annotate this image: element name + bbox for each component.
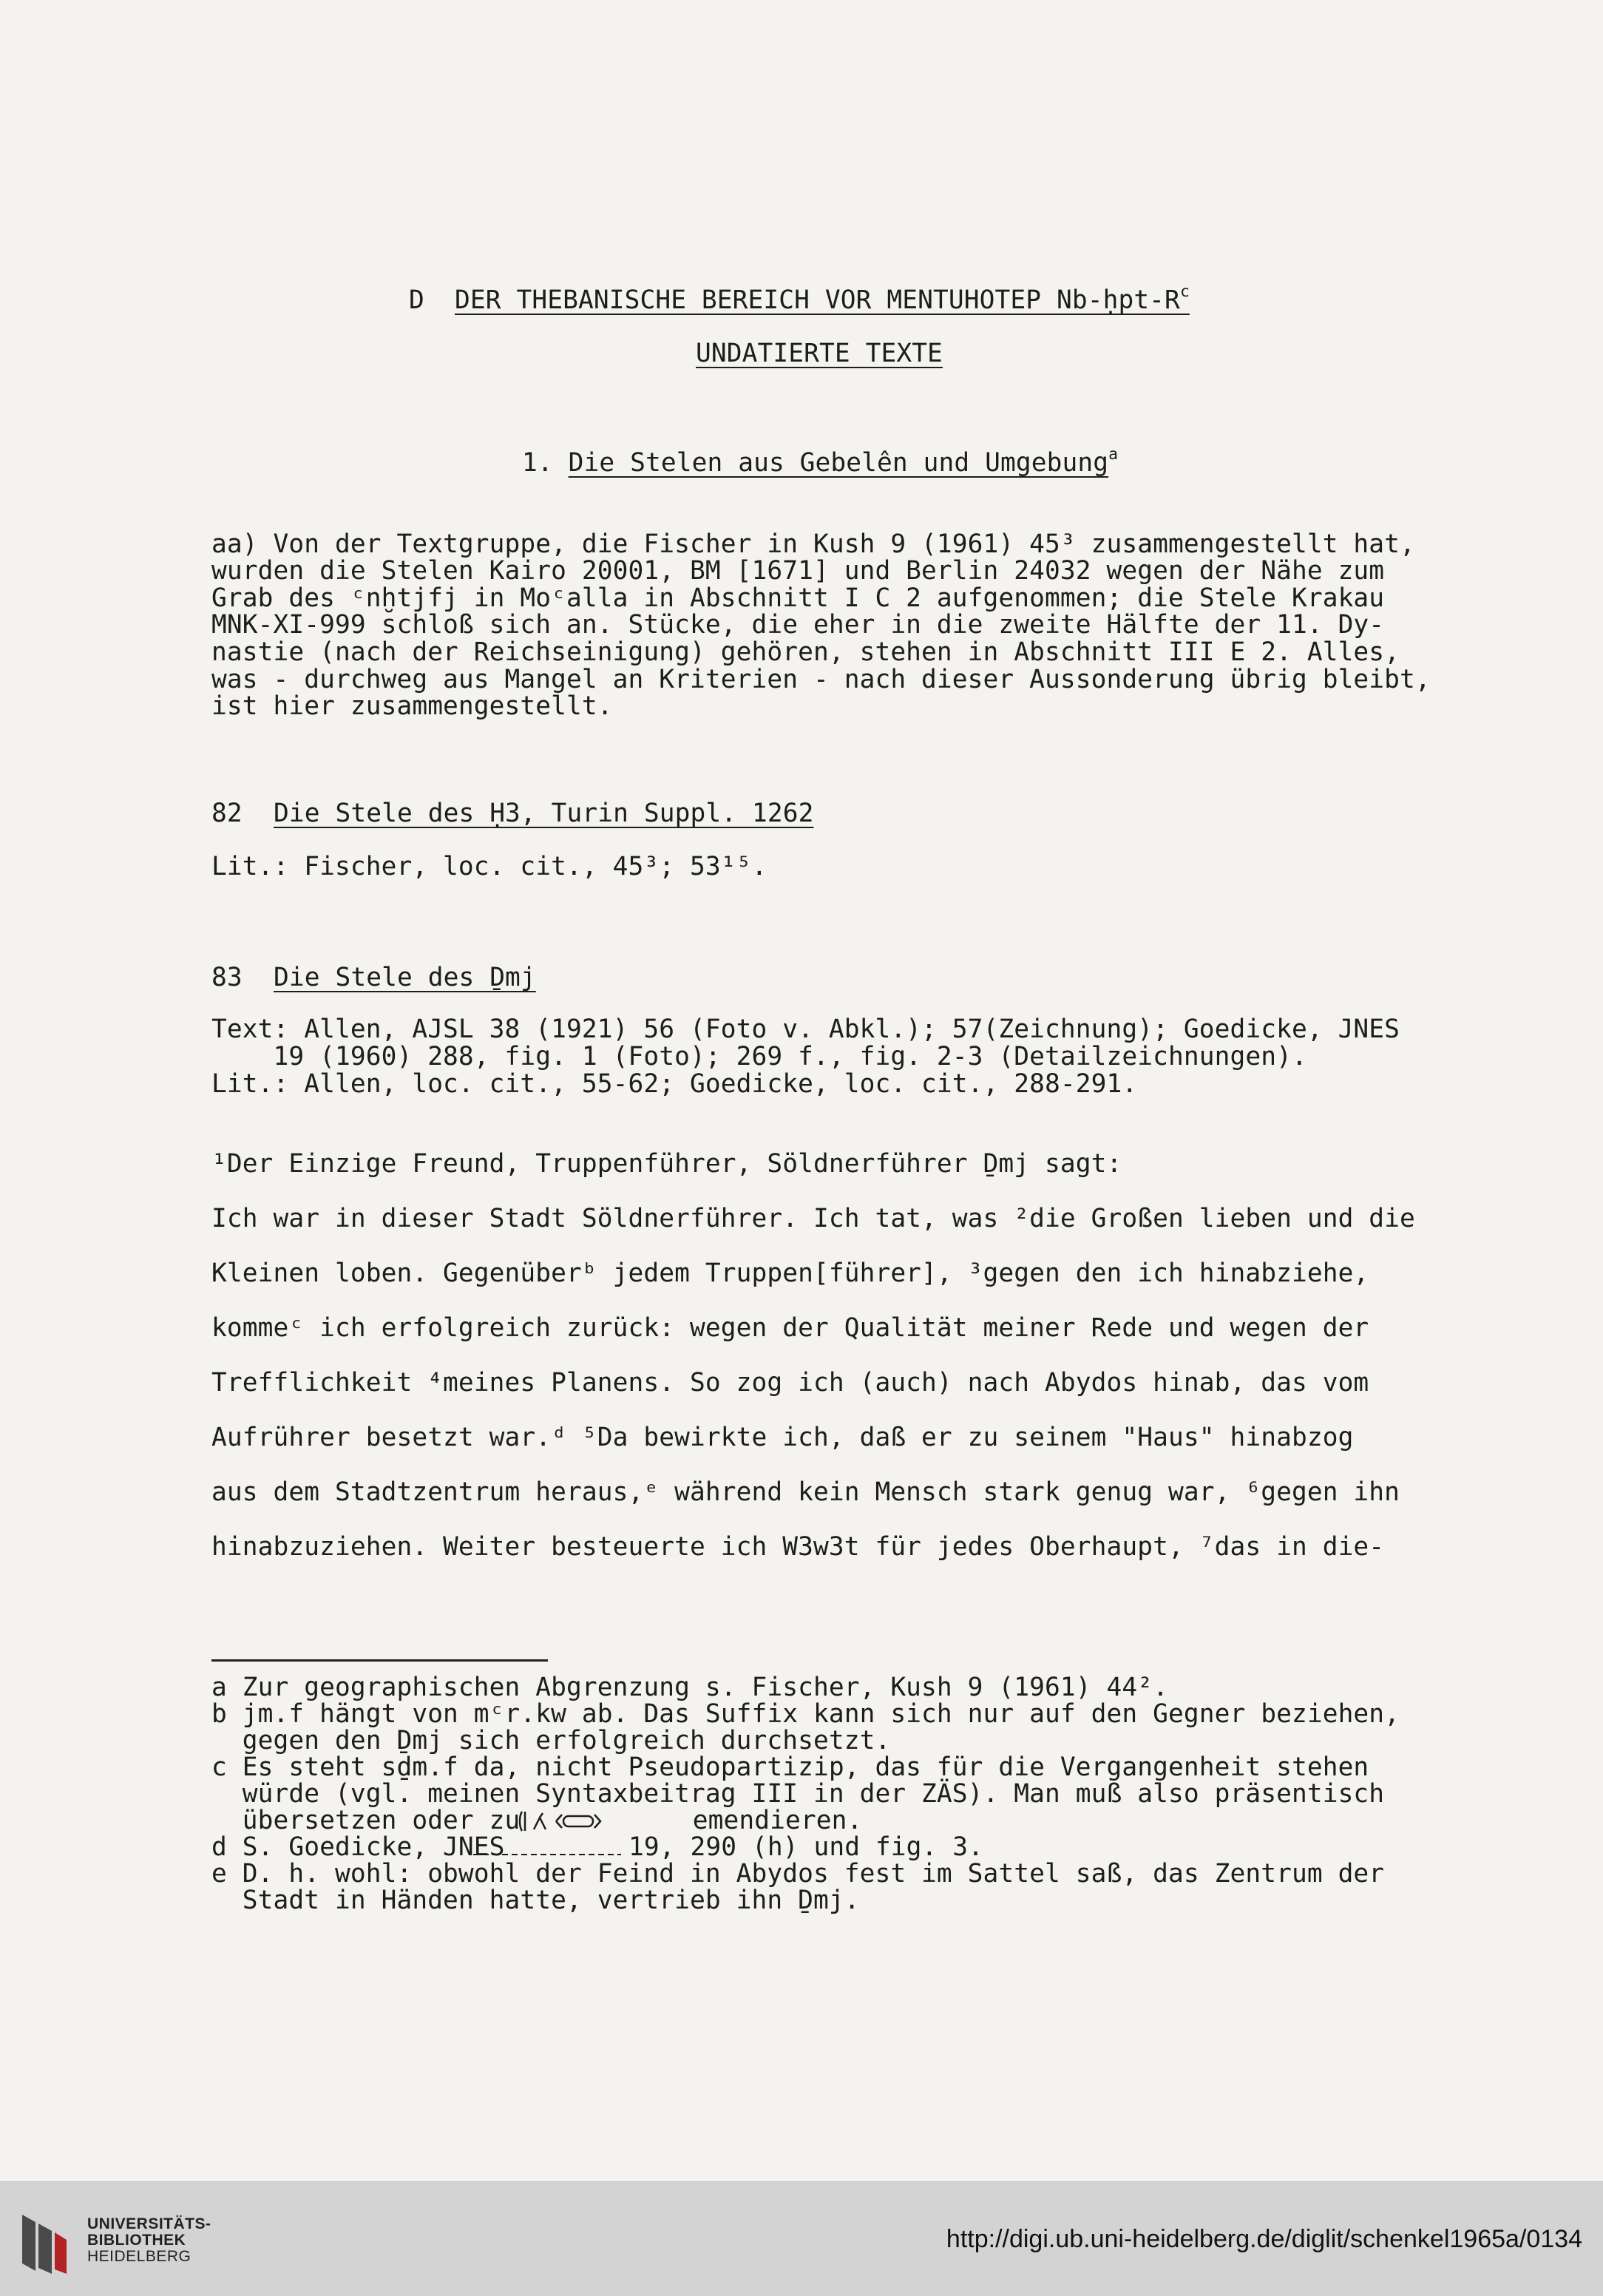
- footnote-line: d S. Goedicke, JNES: [211, 1832, 505, 1862]
- university-seal-icon: [15, 2206, 74, 2280]
- footnote-line: emendieren.: [662, 1806, 863, 1835]
- source-url-link[interactable]: http://digi.ub.uni-heidelberg.de/diglit/schenkel1965a/0134: [946, 2225, 1582, 2253]
- footnote-line: e D. h. wohl: obwohl der Feind in Abydos fest im Sattel saß, das Zentrum der: [211, 1859, 1385, 1889]
- entry-83-title: Die Stele des Ḏmj: [274, 963, 536, 992]
- intro-line: aa) Von der Textgruppe, die Fischer in Kush 9 (1961) 45³ zusammengestellt hat,: [211, 529, 1415, 559]
- footnote-line: gegen den Ḏmj sich erfolgreich durchsetzt.: [211, 1726, 891, 1755]
- entry-82-literature: Lit.: Fischer, loc. cit., 45³; 53¹⁵.: [211, 852, 767, 881]
- subsection-number: 1.: [522, 448, 553, 478]
- subsection-sup: a: [1108, 445, 1119, 464]
- dotted-leader: [473, 1852, 621, 1858]
- institution-name: [87, 2216, 211, 2265]
- translation-line: Kleinen loben. Gegenüberᵇ jedem Truppen[führer], ³gegen den ich hinabziehe,: [211, 1259, 1369, 1288]
- intro-line: wurden die Stelen Kairo 20001, BM [1671] und Berlin 24032 wegen der Nähe zum: [211, 556, 1385, 586]
- translation-line: Aufrührer besetzt war.ᵈ ⁵Da bewirkte ich, daß er zu seinem "Haus" hinabzog: [211, 1423, 1354, 1452]
- entry-82-title: Die Stele des Ḥ3, Turin Suppl. 1262: [274, 799, 814, 828]
- subsection-heading: [522, 445, 1119, 478]
- section-subtitle: UNDATIERTE TEXTE: [696, 339, 943, 368]
- institution-line: BIBLIOTHEK: [87, 2232, 186, 2249]
- translation-line: kommeᶜ ich erfolgreich zurück: wegen der Qualität meiner Rede und wegen der: [211, 1313, 1369, 1343]
- entry-82-number: 82: [211, 799, 243, 828]
- entry-83-text: Text: Allen, AJSL 38 (1921) 56 (Foto v. Abkl.); 57(Zeichnung); Goedicke, JNES: [211, 1015, 1400, 1044]
- intro-line: was - durchweg aus Mangel an Kriterien - nach dieser Aussonderung übrig bleibt,: [211, 665, 1431, 694]
- footnote-line: a Zur geographischen Abgrenzung s. Fischer, Kush 9 (1961) 44².: [211, 1673, 1168, 1702]
- footnote-line: b jm.f hängt von mᶜr.kw ab. Das Suffix kann sich nur auf den Gegner beziehen,: [211, 1699, 1400, 1729]
- intro-line: nastie (nach der Reichseinigung) gehören, stehen in Abschnitt III E 2. Alles,: [211, 637, 1400, 667]
- section-title: [455, 282, 1190, 315]
- footer-bar: [0, 2181, 1603, 2296]
- footnote-line: übersetzen oder zu: [211, 1806, 521, 1835]
- entry-83-text: 19 (1960) 288, fig. 1 (Foto); 269 f., fig. 2-3 (Detailzeichnungen).: [211, 1042, 1307, 1071]
- translation-line: aus dem Stadtzentrum heraus,ᵉ während kein Mensch stark genug war, ⁶gegen ihn: [211, 1477, 1400, 1507]
- section-title-text: DER THEBANISCHE BEREICH VOR MENTUHOTEP Nb-ḥpt-R: [455, 285, 1180, 315]
- translation-line: Ich war in dieser Stadt Söldnerführer. Ich tat, was ²die Großen lieben und die: [211, 1204, 1415, 1233]
- entry-83-literature: Lit.: Allen, loc. cit., 55-62; Goedicke, loc. cit., 288-291.: [211, 1069, 1138, 1099]
- section-letter: D: [409, 285, 424, 315]
- institution-line: UNIVERSITÄTS-: [87, 2215, 211, 2232]
- translation-line: ¹Der Einzige Freund, Truppenführer, Söldnerführer Ḏmj sagt:: [211, 1149, 1122, 1179]
- translation-line: Trefflichkeit ⁴meines Planens. So zog ich (auch) nach Abydos hinab, das vom: [211, 1368, 1369, 1398]
- intro-line: ist hier zusammengestellt.: [211, 691, 613, 721]
- footnote-line: 19, 290 (h) und fig. 3.: [628, 1832, 984, 1862]
- footnote-separator: [211, 1659, 548, 1662]
- subsection-title: Die Stelen aus Gebelên und Umgebung: [568, 448, 1109, 478]
- footnote-line: c Es steht sḏm.f da, nicht Pseudopartizip, das für die Vergangenheit stehen: [211, 1753, 1369, 1782]
- footnote-line: Stadt in Händen hatte, vertrieb ihn Ḏmj.: [211, 1886, 860, 1915]
- entry-83-number: 83: [211, 963, 243, 992]
- translation-line: hinabzuziehen. Weiter besteuerte ich W3w3t für jedes Oberhaupt, ⁷das in die-: [211, 1532, 1385, 1562]
- section-title-sup: c: [1179, 282, 1190, 302]
- footnote-line: würde (vgl. meinen Syntaxbeitrag III in der ZÄS). Man muß also präsentisch: [211, 1779, 1385, 1809]
- intro-line: Grab des ᶜnḫtjfj in Moᶜalla in Abschnitt I C 2 aufgenommen; die Stele Krakau: [211, 583, 1385, 613]
- institution-line: HEIDELBERG: [87, 2248, 192, 2265]
- intro-line: MNK-XI-999 schloß sich an. Stücke, die eher in die zweite Hälfte der 11. Dy-: [211, 610, 1385, 640]
